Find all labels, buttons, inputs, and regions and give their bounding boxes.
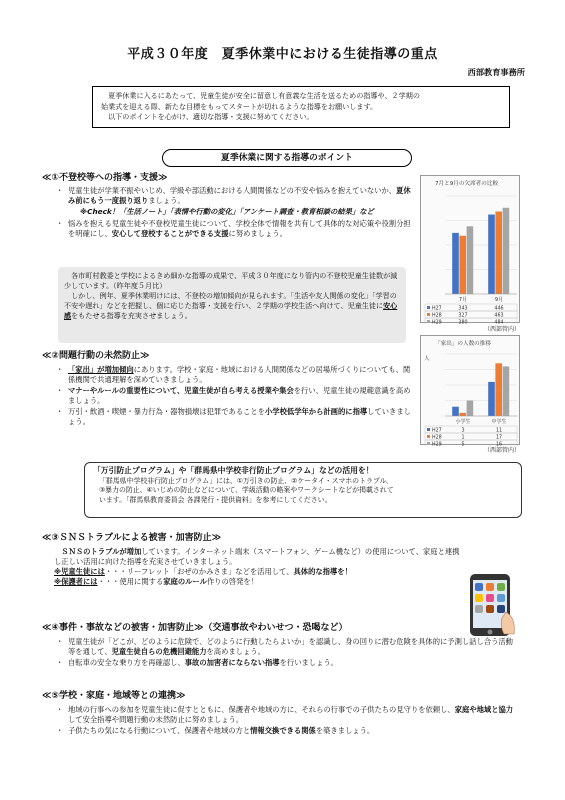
office-name: 西部教育事務所 <box>467 67 525 77</box>
plan-line-3: います。「群馬県教育委員会 各課発行・提供資料」を参考にしてください。 <box>99 495 332 504</box>
legend-entry: H28 <box>432 313 442 319</box>
chart-title: 7月と9月の欠席者の比較 <box>435 181 499 187</box>
section1-heading: ≪①不登校等への指導・支援≫ <box>42 173 168 183</box>
plan-line-2: ③暴力の防止、④いじめの防止などについて、学級活動の略案やワークシートなどが掲載されて <box>99 486 394 495</box>
s2-bullet-2 <box>54 386 416 406</box>
s4-b1-post: を高めましょう。 <box>206 647 265 657</box>
shade-line-2-post: をもたせる指導を充実させましょう。 <box>71 311 192 321</box>
plan-line-1: 「群馬県中学校非行防止プログラム」には、①万引きの防止、②ケータイ・スマホのトラブル、 <box>99 476 393 485</box>
intro-line-3: 以下のポイントを心がけ、適切な指導・支援に努めてください。 <box>108 112 314 122</box>
chart-title: 「家出」の人数の推移 <box>435 341 491 347</box>
bar-H28-7月 <box>459 236 466 294</box>
section3-body <box>54 547 464 587</box>
x-tick-label: 7月 <box>458 297 468 303</box>
note2-bold: 家庭のルール <box>163 577 207 587</box>
smartphone-icon <box>466 572 518 638</box>
page-title: 平成３０年度 夏季休業中における生徒指導の重点 <box>127 47 438 62</box>
s2-b3-post: していきましょう。 <box>68 407 411 427</box>
s3-note-1 <box>54 567 464 577</box>
note1-label: ※児童生徒には <box>54 567 105 577</box>
legend-swatch-H27 <box>427 306 430 309</box>
s4-b1-pre: 児童生徒が「どこが、どのように危険で、どのように行動したらよいか」を認識し、身の回りに潜む危険を具体的に予測し話し合う活動等を通して、 <box>68 637 513 657</box>
shade-bold: 安心感 <box>64 301 398 321</box>
data-label: 16 <box>495 442 503 446</box>
s5-b2-post: を築きましょう。 <box>315 726 375 736</box>
plan-heading: 「万引防止プログラム」や「群馬県中学校非行防止プログラム」などの活用を！ <box>93 466 374 475</box>
chart2-source: （西部管内） <box>484 447 521 454</box>
s5-b1-pre: 地域の行事への参加を児童生徒に促すとともに、保護者や地域の方に、それらの行事での子供たちの見守りを依頼し、 <box>68 705 455 714</box>
y-axis-label: 人 <box>424 356 430 362</box>
s2-b2-post: を行い、児童生徒の規範意識を高めましょう。 <box>68 386 411 406</box>
s1-b1-post: ましょう。 <box>148 196 185 206</box>
shade-line-2-pre: しかし、例年、夏季休業明けには、不登校の増加傾向が見られます。「生活や友人関係の変化」「学習の不安や遅れ」などを把握し、個に応じた指導・支援を行い、２学期の学校生活へ向けて、児童生徒に <box>64 291 397 311</box>
s1-b1-text: 児童生徒が学業不振やいじめ、学級や部活動における人間関係などの不安や悩みを抱えていないか、 <box>68 186 397 195</box>
section1-body <box>54 186 414 240</box>
bar-H29-9月 <box>503 208 510 294</box>
legend-entry: H27 <box>432 428 442 434</box>
bar-H27-中学生 <box>488 382 495 416</box>
s3-note-2 <box>54 577 464 587</box>
bar-H29-小学生 <box>467 401 474 417</box>
absence-info-box <box>58 267 406 343</box>
s5-b1-post: して安全指導や問題行動の未然防止に努めましょう。 <box>68 715 244 725</box>
bar-H29-中学生 <box>503 366 510 416</box>
s4-b2-post: を行いましょう。 <box>279 658 338 668</box>
note1-bold: 具体的な指導を！ <box>293 567 352 577</box>
prevention-program-box <box>84 462 522 518</box>
s3-para-bold: ＳＮＳのトラブルが増加 <box>61 547 142 556</box>
s3-para <box>54 547 464 567</box>
data-label: 380 <box>458 320 468 324</box>
data-label: 327 <box>458 313 468 319</box>
check-label: ※Check！ <box>80 207 120 217</box>
note1-text: ・・・リーフレット「おぜのかみさま」などを活用して、 <box>104 567 294 577</box>
s4-b1-bold: 児童生徒自らの危機回避能力 <box>111 647 207 657</box>
s1-bullet-1 <box>54 186 414 206</box>
section5-heading: ≪⑤学校・家庭・地域等との連携≫ <box>42 691 186 701</box>
bar-H27-小学生 <box>452 407 459 416</box>
s1-b2-bold: 安心して登校することができる支援 <box>111 229 229 239</box>
note2-text: ・・・使用に関する <box>97 577 164 587</box>
legend-entry: H29 <box>432 442 442 446</box>
s4-bullet-2 <box>54 658 514 668</box>
data-label: 446 <box>494 306 504 312</box>
data-label: 1 <box>461 435 465 441</box>
data-label: 463 <box>494 313 504 319</box>
s5-b1-bold: 家庭や地域と協力 <box>454 705 514 714</box>
s1-bullet-2 <box>54 219 414 239</box>
check-items: 「生活ノート」「表情や行動の変化」「アンケート調査・教育相談の結果」など <box>119 207 374 217</box>
s2-b3-bold: 小学校低学年から計画的に指導 <box>265 407 368 417</box>
intro-box <box>92 86 510 128</box>
bar-H28-小学生 <box>459 413 466 416</box>
legend-entry: H27 <box>432 306 442 312</box>
data-label: 17 <box>495 435 503 441</box>
chart-runaway-box <box>420 335 520 445</box>
bar-H28-9月 <box>495 212 502 294</box>
chart-absence-box <box>420 175 520 323</box>
x-tick-label: 小学生 <box>455 419 471 425</box>
bar-H27-9月 <box>488 215 495 294</box>
s5-b2-pre: 子供たちの気になる行動について、保護者や地域の方と <box>68 726 251 736</box>
bar-H27-7月 <box>452 233 459 294</box>
x-tick-label: 中学生 <box>491 419 507 425</box>
s1-b2-text: 悩みを抱える児童生徒や不登校児童生徒について、学校全体で情報を共有して具体的な対応策や役割分担を明確にし、 <box>68 219 411 239</box>
bar-H29-7月 <box>467 226 474 294</box>
legend-swatch-H29 <box>427 320 430 323</box>
section4-body <box>54 637 514 669</box>
chart-runaway <box>421 336 521 446</box>
chart-absence <box>421 176 521 324</box>
intro-line-1: 夏季休業に入るにあたって、児童生徒が安全に留意し有意義な生活を送るための指導や、２学期の <box>108 91 420 100</box>
shade-line-1: 各市町村教委と学校によるきめ細かな指導の成果で、平成３０年度になり管内の不登校児童生徒数が減少しています。（昨年度５月比） <box>64 271 398 291</box>
section2-body <box>54 365 416 428</box>
note2-label: ※保護者には <box>54 577 98 587</box>
data-label: 3 <box>461 428 465 434</box>
s5-bullet-2 <box>54 726 514 736</box>
s1-b2-post: に努めましょう。 <box>228 229 287 239</box>
chart1-source: （西部管内） <box>484 326 521 333</box>
s2-b2-bold: マナーやルールの重要性について、児童生徒が自ら考える授業や集会 <box>68 386 294 396</box>
s2-b3-pre: 万引・飲酒・喫煙・暴力行為・器物損壊は犯罪であることを <box>68 407 266 417</box>
s2-b1-bold: 「家出」が増加傾向 <box>68 365 134 374</box>
s5-b2-bold: 情報交換できる関係 <box>250 726 316 736</box>
legend-swatch-H29 <box>427 442 430 445</box>
legend-swatch-H28 <box>427 435 430 438</box>
data-label: 484 <box>494 320 504 324</box>
intro-line-2: 始業式を迎える際、新たな目標をもってスタートが切れるような指導をお願いします。 <box>101 101 378 111</box>
x-tick-label: 9月 <box>494 297 504 303</box>
s4-b2-pre: 自転車の安全な乗り方を再確認し、 <box>68 658 185 668</box>
data-label: 343 <box>458 306 468 312</box>
data-label: 11 <box>495 428 503 434</box>
s2-b1-post: にあります。学校・家庭・地域における人間関係などの居場所づくりについても、関係機関で共通理解を深めていきましょう。 <box>68 365 411 385</box>
legend-entry: H29 <box>432 320 442 324</box>
points-banner: 夏季休業に関する指導のポイント <box>162 149 412 167</box>
legend-swatch-H28 <box>427 313 430 316</box>
section5-body <box>54 705 514 737</box>
legend-swatch-H27 <box>427 428 430 431</box>
data-label: 5 <box>461 442 465 446</box>
s1-b1-bold: 夏休み前にもう一度振り返り <box>68 186 411 206</box>
section4-heading: ≪④事件・事故などの被害・加害防止≫（交通事故やわいせつ・恐喝など） <box>42 623 348 633</box>
legend-entry: H28 <box>432 435 442 441</box>
s2-bullet-1 <box>54 365 416 385</box>
s1-check-line <box>54 207 414 217</box>
shade-line-2 <box>64 291 400 321</box>
bar-H28-中学生 <box>495 363 502 416</box>
s3-para-post: しています。インターネット端末（スマートフォン、ゲーム機など）の使用について、家庭と連携し正しい活用に向けた指導を充実させていきましょう。 <box>54 547 460 567</box>
s4-bullet-1 <box>54 637 514 657</box>
s4-b2-bold: 事故の加害者にならない指導 <box>184 658 280 668</box>
section3-heading: ≪③ＳＮＳトラブルによる被害・加害防止≫ <box>42 533 222 543</box>
s2-bullet-3 <box>54 407 416 427</box>
note2-post: 作りの啓発を！ <box>206 577 258 587</box>
section2-heading: ≪②問題行動の未然防止≫ <box>42 351 150 361</box>
s5-bullet-1 <box>54 705 514 725</box>
